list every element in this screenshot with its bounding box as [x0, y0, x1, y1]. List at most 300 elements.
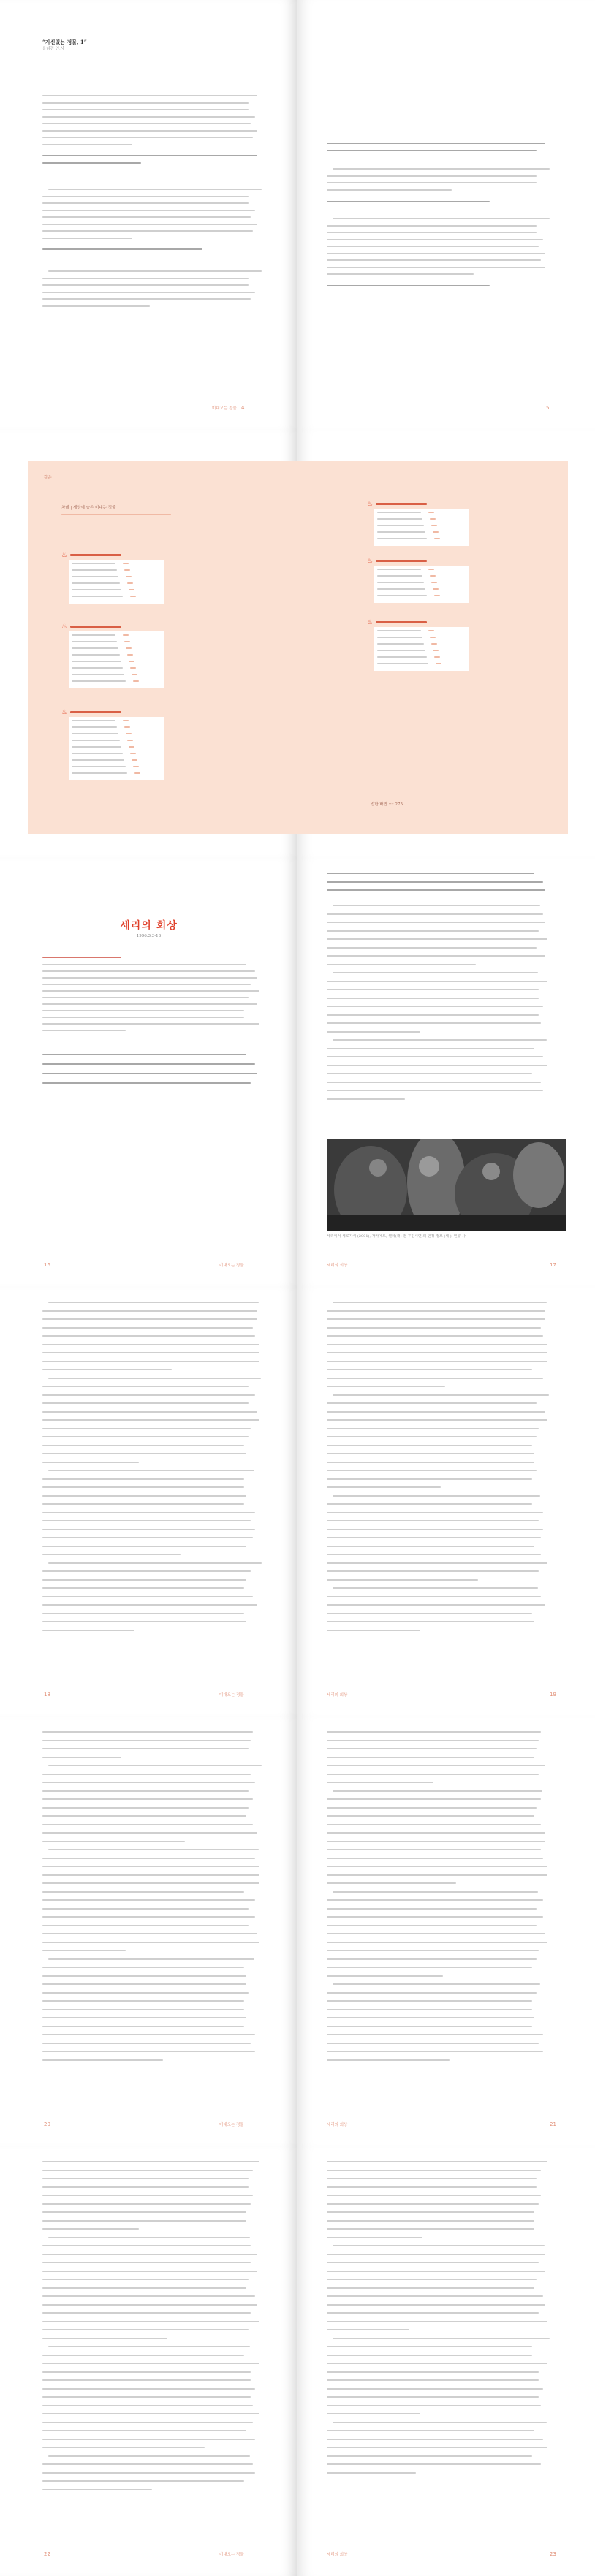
text-line	[42, 1394, 255, 1396]
text-line	[327, 1908, 537, 1910]
toc-entry-page	[123, 563, 129, 564]
text-line	[42, 1495, 246, 1497]
toc-entry[interactable]	[377, 525, 424, 526]
text-line	[42, 2161, 259, 2162]
text-line	[42, 984, 251, 985]
text-line	[42, 1587, 244, 1589]
text-line	[42, 1478, 244, 1480]
spread-5-left-page	[0, 1717, 298, 2146]
toc-entry[interactable]	[72, 654, 120, 656]
toc-footer: 전한 배반 ···· 275	[371, 802, 403, 807]
text-line	[42, 202, 249, 204]
toc-section-title[interactable]	[376, 503, 427, 505]
text-line	[42, 1774, 251, 1775]
text-line	[327, 2472, 416, 2474]
text-line	[42, 2034, 255, 2035]
text-line	[333, 1495, 540, 1497]
text-line	[327, 964, 476, 965]
text-line	[327, 2161, 547, 2162]
spread-3-left-page	[0, 858, 298, 1287]
toc-entry[interactable]	[72, 582, 120, 584]
toc-left-page	[0, 430, 298, 858]
text-line	[327, 1428, 539, 1429]
toc-section-title[interactable]	[376, 560, 427, 562]
text-line	[48, 2237, 250, 2238]
toc-entry-page	[124, 726, 130, 728]
text-line	[327, 2463, 541, 2465]
text-line	[327, 1731, 541, 1733]
text-line	[48, 2346, 250, 2347]
toc-entry-page	[126, 733, 132, 734]
spread-4-left-page	[0, 1287, 298, 1717]
text-line	[327, 1774, 539, 1775]
toc-entry[interactable]	[377, 538, 427, 539]
text-line	[327, 2186, 537, 2188]
text-line	[42, 230, 253, 232]
section-flame-icon: ♨	[367, 619, 374, 626]
text-line	[42, 2287, 246, 2289]
text-line	[42, 1950, 126, 1951]
text-line	[42, 2430, 246, 2431]
spread-1-left-page	[0, 0, 298, 430]
text-line	[327, 1757, 534, 1758]
text-line	[42, 1082, 251, 1084]
page-number: 22	[44, 2551, 50, 2557]
text-line	[42, 2295, 255, 2297]
text-line	[327, 1546, 534, 1547]
text-line	[327, 2279, 537, 2280]
section-flame-icon: ♨	[61, 552, 68, 559]
text-line	[327, 1570, 539, 1572]
text-line	[48, 1302, 259, 1303]
text-line	[42, 1841, 185, 1842]
text-line	[327, 2355, 532, 2356]
text-line	[333, 2338, 550, 2339]
text-line	[42, 1579, 246, 1581]
text-line	[327, 2304, 545, 2306]
toc-entry[interactable]	[377, 531, 425, 533]
text-line	[42, 298, 251, 300]
text-line	[327, 2329, 409, 2330]
text-line	[42, 990, 259, 992]
text-line	[42, 2186, 249, 2188]
text-line	[42, 1546, 246, 1547]
text-line	[48, 1765, 262, 1766]
text-line	[327, 1386, 445, 1387]
text-line	[48, 2455, 250, 2457]
toc-entry-page	[134, 772, 140, 774]
text-line	[333, 1891, 538, 1893]
text-line	[42, 1992, 249, 1994]
text-line	[327, 1462, 534, 1463]
text-line	[42, 1824, 253, 1825]
text-line	[42, 144, 132, 145]
toc-entry-page	[428, 630, 434, 631]
text-line	[48, 189, 262, 190]
text-line	[42, 1411, 257, 1413]
text-line	[42, 977, 257, 979]
spread-4-right-page	[298, 1287, 595, 1717]
toc-entry[interactable]	[72, 759, 124, 761]
text-line	[42, 1073, 257, 1074]
text-line	[42, 1899, 255, 1901]
text-line	[42, 1782, 255, 1783]
text-line	[327, 1486, 441, 1488]
toc-entry[interactable]	[72, 641, 117, 642]
toc-entry-page	[428, 569, 434, 570]
toc-entry[interactable]	[377, 518, 422, 520]
text-line	[327, 1520, 539, 1521]
toc-entry-page	[126, 576, 132, 577]
page-number: 20	[44, 2121, 50, 2127]
text-line	[42, 2043, 251, 2044]
text-line	[42, 1486, 244, 1488]
page-number: 18	[44, 1692, 50, 1698]
toc-entry[interactable]	[377, 643, 424, 645]
text-line	[42, 2017, 246, 2018]
spread-5-right-page	[298, 1717, 595, 2146]
text-line	[327, 2009, 532, 2010]
toc-entry[interactable]	[72, 746, 121, 748]
text-line	[42, 1731, 253, 1733]
text-line	[327, 2178, 537, 2179]
text-line	[327, 1369, 532, 1370]
text-line	[327, 2447, 547, 2448]
text-line	[327, 989, 539, 990]
text-line	[42, 2262, 251, 2263]
toc-entry[interactable]	[377, 595, 427, 596]
toc-entry[interactable]	[377, 650, 425, 651]
toc-heading-rule	[61, 514, 171, 515]
toc-entry-page	[123, 634, 129, 636]
text-line	[327, 2220, 534, 2222]
photo-illustration	[327, 1139, 566, 1231]
toc-entry-page	[129, 589, 134, 590]
page-number: 19	[550, 1692, 556, 1698]
text-line	[327, 1470, 537, 1471]
toc-entry[interactable]	[377, 588, 425, 590]
text-line	[327, 998, 539, 999]
toc-entry[interactable]	[72, 596, 123, 597]
text-line	[42, 284, 249, 286]
text-line	[42, 2463, 253, 2465]
toc-entry[interactable]	[377, 663, 428, 664]
toc-entry-page	[124, 641, 130, 642]
text-line	[42, 1017, 244, 1018]
text-line	[42, 1908, 249, 1910]
running-head: 미대오는 정물	[219, 1264, 244, 1268]
text-line	[327, 1090, 543, 1091]
text-line	[42, 2422, 253, 2423]
text-line	[42, 1369, 172, 1370]
toc-entry[interactable]	[377, 569, 421, 570]
text-line	[42, 1310, 257, 1312]
toc-entry-page	[431, 643, 437, 645]
toc-entry-list	[374, 566, 469, 603]
text-line	[42, 1596, 253, 1597]
text-line	[42, 248, 202, 250]
text-line	[42, 1386, 249, 1387]
toc-section-title[interactable]	[376, 621, 427, 623]
text-line	[327, 2211, 534, 2213]
toc-entry[interactable]	[377, 575, 422, 577]
text-line	[327, 246, 539, 247]
text-line	[42, 1054, 246, 1055]
text-line	[327, 873, 534, 874]
chapter-title: 세리의 회상	[120, 920, 178, 932]
toc-entry-page	[428, 512, 434, 513]
text-line	[327, 1056, 543, 1057]
toc-entry[interactable]	[72, 720, 115, 721]
toc-entry[interactable]	[72, 726, 117, 728]
page-number: 21	[550, 2121, 556, 2127]
running-head: 미대오는 정물	[212, 406, 237, 411]
text-line	[42, 1361, 259, 1362]
text-line	[327, 1098, 405, 1100]
toc-entry-page	[431, 525, 437, 526]
text-line	[42, 1537, 253, 1538]
toc-section-title[interactable]	[70, 711, 121, 713]
toc-entry-list	[374, 509, 469, 546]
text-line	[42, 216, 251, 218]
text-line	[42, 1858, 255, 1859]
text-line	[42, 1428, 251, 1429]
text-line	[327, 1022, 541, 1024]
page-title: “자신있는 정물, 1”	[42, 39, 87, 45]
toc-entry[interactable]	[72, 766, 126, 767]
text-line	[327, 182, 537, 183]
toc-entry-page	[126, 647, 132, 649]
toc-entry[interactable]	[377, 630, 421, 631]
text-line	[42, 2439, 255, 2440]
text-line	[327, 1992, 537, 1994]
toc-entry-page	[434, 595, 440, 596]
text-line	[42, 2195, 253, 2196]
toc-entry[interactable]	[72, 647, 118, 649]
text-line	[327, 225, 537, 227]
text-line	[42, 2211, 246, 2213]
text-line	[42, 1882, 259, 1884]
text-line	[42, 1933, 257, 1934]
text-line	[42, 1529, 255, 1530]
toc-entry[interactable]	[72, 569, 117, 571]
text-line	[327, 1975, 443, 1977]
text-line	[42, 964, 246, 965]
text-line	[42, 1352, 259, 1353]
text-line	[327, 1874, 547, 1876]
text-line	[327, 1832, 545, 1834]
toc-entry[interactable]	[72, 733, 118, 734]
toc-entry[interactable]	[72, 576, 118, 577]
toc-entry-page	[436, 663, 441, 664]
toc-entry[interactable]	[377, 637, 422, 638]
text-line	[333, 2245, 545, 2246]
text-line	[42, 1790, 249, 1792]
text-line	[327, 1419, 547, 1421]
text-line	[42, 1925, 249, 1926]
text-line	[42, 123, 251, 124]
text-line	[42, 1520, 251, 1521]
text-line	[42, 1023, 259, 1025]
text-line	[327, 2195, 541, 2196]
text-line	[42, 1318, 257, 1320]
text-line	[327, 1967, 532, 1968]
text-line	[327, 1436, 537, 1437]
text-line	[327, 2430, 534, 2431]
text-line	[42, 109, 249, 110]
text-line	[327, 1310, 545, 1312]
text-line	[327, 2295, 543, 2297]
text-line	[42, 1832, 257, 1834]
toc-entry-list	[69, 560, 164, 604]
toc-entry-page	[434, 656, 440, 658]
running-head: 세리의 회상	[327, 1264, 348, 1268]
text-line	[327, 2043, 539, 2044]
text-line	[48, 1849, 259, 1850]
running-head: 미대오는 정물	[219, 1693, 244, 1698]
text-line	[327, 2271, 545, 2272]
toc-entry-page	[433, 531, 439, 533]
text-line	[42, 1748, 249, 1749]
text-line	[42, 997, 249, 998]
text-line	[333, 168, 550, 170]
text-line	[42, 1445, 244, 1446]
text-line	[42, 1916, 255, 1918]
text-line	[327, 1579, 478, 1581]
text-line	[42, 2489, 152, 2490]
toc-section-title[interactable]	[70, 626, 121, 628]
text-line	[42, 2371, 251, 2373]
text-line	[327, 2237, 422, 2238]
spread-1-right-page	[298, 0, 595, 430]
text-line	[42, 2388, 255, 2390]
spread-6-left-page	[0, 2146, 298, 2576]
text-line	[327, 1925, 537, 1926]
text-line	[42, 1942, 259, 1943]
text-line	[42, 196, 249, 197]
toc-entry[interactable]	[72, 680, 126, 682]
text-line	[42, 2355, 244, 2356]
text-line	[42, 1453, 246, 1454]
text-line	[327, 1065, 547, 1066]
text-line	[327, 2051, 543, 2052]
toc-entry-page	[132, 759, 137, 761]
text-line	[327, 2396, 539, 2398]
text-line	[42, 95, 257, 96]
text-line	[327, 150, 537, 151]
text-line	[327, 1073, 532, 1074]
toc-entry[interactable]	[72, 563, 115, 564]
toc-entry-page	[430, 637, 436, 638]
text-line	[42, 2304, 257, 2306]
text-line	[42, 957, 121, 958]
text-line	[327, 1613, 532, 1614]
text-line	[42, 1866, 259, 1867]
toc-entry[interactable]	[377, 512, 421, 513]
toc-entry-page	[430, 518, 436, 520]
text-line	[42, 2000, 244, 2002]
text-line	[42, 2480, 244, 2482]
text-line	[327, 1327, 541, 1329]
text-line	[42, 102, 249, 104]
text-line	[42, 2170, 253, 2171]
spread-2	[0, 430, 595, 858]
toc-entry[interactable]	[377, 656, 427, 658]
toc-entry-page	[127, 654, 133, 656]
toc-entry-page	[433, 650, 439, 651]
toc-heading: 차례 | 세상에 숨은 미대는 정물	[61, 506, 116, 510]
text-line	[42, 2228, 139, 2230]
text-line	[327, 955, 545, 957]
toc-entry[interactable]	[72, 740, 120, 741]
toc-entry[interactable]	[377, 582, 424, 583]
text-line	[327, 143, 545, 144]
toc-entry-page	[129, 746, 134, 748]
toc-entry[interactable]	[72, 661, 121, 662]
text-line	[42, 1419, 259, 1421]
text-line	[42, 1621, 246, 1622]
text-line	[42, 2321, 259, 2322]
text-line	[327, 1378, 543, 1379]
text-line	[327, 1445, 532, 1446]
text-line	[327, 1849, 541, 1850]
text-line	[42, 1503, 244, 1505]
text-line	[327, 1899, 543, 1901]
toc-entry-page	[127, 582, 133, 584]
text-line	[42, 1030, 126, 1031]
text-line	[42, 305, 150, 307]
text-line	[327, 1478, 532, 1480]
text-line	[327, 2413, 420, 2414]
page-subtitle: 을라진 인,사	[42, 47, 65, 51]
text-line	[327, 189, 452, 191]
text-line	[327, 1748, 537, 1749]
text-line	[42, 1344, 259, 1345]
toc-entry[interactable]	[72, 589, 121, 590]
text-line	[327, 2262, 539, 2263]
text-line	[327, 1858, 543, 1859]
spread-6-right-page	[298, 2146, 595, 2576]
text-line	[42, 2059, 163, 2061]
text-line	[327, 1916, 543, 1918]
page-number: 5	[546, 405, 550, 411]
text-line	[327, 938, 547, 940]
toc-entry[interactable]	[72, 634, 115, 636]
text-line	[327, 2203, 539, 2205]
toc-entry-page	[130, 753, 136, 754]
section-flame-icon: ♨	[367, 558, 374, 565]
text-line	[327, 1006, 543, 1007]
toc-section-title[interactable]	[70, 554, 121, 556]
text-line	[327, 913, 543, 915]
toc-entry[interactable]	[72, 772, 127, 774]
toc-entry[interactable]	[72, 674, 124, 675]
text-line	[333, 1587, 538, 1589]
running-head: 세리의 회상	[327, 2123, 348, 2127]
text-line	[42, 1010, 244, 1011]
text-line	[327, 1882, 456, 1884]
toc-entry[interactable]	[72, 667, 123, 669]
text-line	[42, 1402, 249, 1404]
text-line	[327, 1621, 534, 1622]
toc-entry[interactable]	[72, 753, 123, 754]
text-line	[327, 1798, 541, 1800]
text-line	[42, 1335, 255, 1337]
text-line	[42, 1570, 251, 1572]
text-line	[42, 2009, 244, 2010]
text-line	[333, 905, 540, 906]
text-line	[42, 210, 255, 211]
